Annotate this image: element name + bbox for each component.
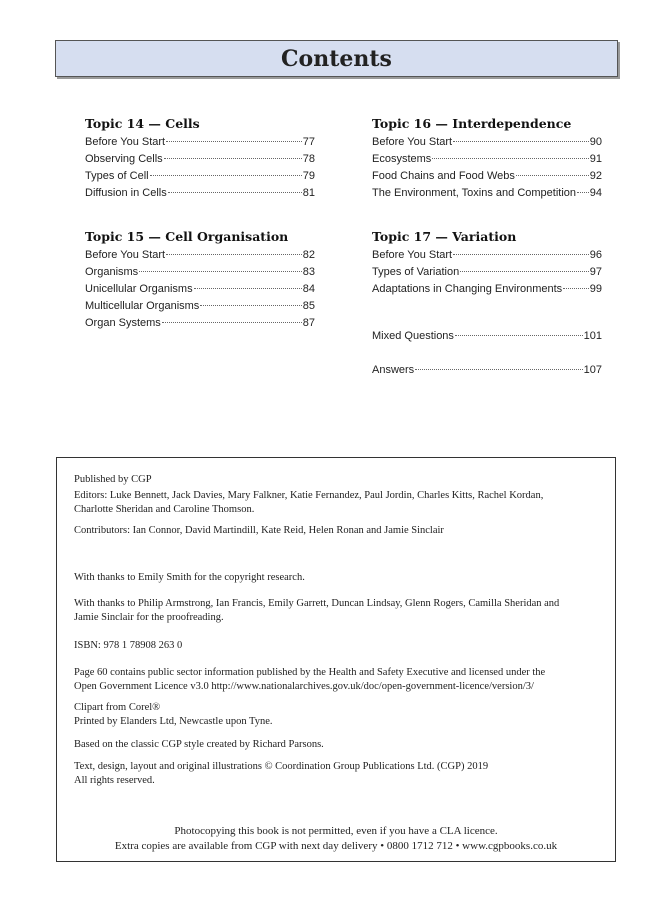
toc-entry[interactable] bbox=[372, 281, 602, 298]
entry-label: Observing Cells bbox=[85, 153, 163, 165]
entry-page: 97 bbox=[589, 266, 602, 278]
dot-leader bbox=[460, 271, 589, 272]
entry-page: 107 bbox=[583, 364, 602, 376]
published-by: Published by CGP bbox=[74, 474, 152, 485]
entry-label: Adaptations in Changing Environments bbox=[372, 283, 563, 295]
dot-leader bbox=[432, 158, 588, 159]
entry-page: 94 bbox=[589, 187, 602, 199]
dot-leader bbox=[166, 141, 302, 142]
editors-line-2: Charlotte Sheridan and Caroline Thomson. bbox=[74, 504, 255, 515]
entry-label: Food Chains and Food Webs bbox=[372, 170, 515, 182]
mixed-questions-section bbox=[372, 328, 602, 345]
toc-entry[interactable] bbox=[372, 185, 602, 202]
topic-15-section bbox=[85, 229, 315, 332]
topic-16-section bbox=[372, 116, 602, 202]
entry-page: 101 bbox=[583, 330, 602, 342]
toc-entry[interactable] bbox=[372, 328, 602, 345]
topic-heading: Topic 16 — Interdependence bbox=[372, 116, 572, 131]
dot-leader bbox=[166, 254, 302, 255]
entry-page: 99 bbox=[589, 283, 602, 295]
toc-entry[interactable] bbox=[372, 151, 602, 168]
dot-leader bbox=[455, 335, 583, 336]
entry-page: 81 bbox=[302, 187, 315, 199]
contributors: Contributors: Ian Connor, David Martindill, Kate Reid, Helen Ronan and Jamie Sinclair bbox=[74, 525, 444, 536]
toc-entry[interactable] bbox=[372, 362, 602, 379]
topic-14-section bbox=[85, 116, 315, 202]
entry-page: 84 bbox=[302, 283, 315, 295]
entry-label: Organisms bbox=[85, 266, 139, 278]
entry-page: 85 bbox=[302, 300, 315, 312]
dot-leader bbox=[162, 322, 302, 323]
toc-entry[interactable] bbox=[85, 298, 315, 315]
isbn: ISBN: 978 1 78908 263 0 bbox=[74, 640, 183, 651]
entry-page: 83 bbox=[302, 266, 315, 278]
dot-leader bbox=[194, 288, 302, 289]
toc-entry[interactable] bbox=[85, 185, 315, 202]
topic-heading: Topic 15 — Cell Organisation bbox=[85, 229, 289, 244]
dot-leader bbox=[577, 192, 589, 193]
topic-heading: Topic 17 — Variation bbox=[372, 229, 517, 244]
toc-entry[interactable] bbox=[85, 151, 315, 168]
dot-leader bbox=[200, 305, 301, 306]
topic-heading: Topic 14 — Cells bbox=[85, 116, 200, 131]
toc-entry[interactable] bbox=[372, 264, 602, 281]
page60-line-1: Page 60 contains public sector information published by the Health and Safety Executive and licensed under the bbox=[74, 667, 546, 678]
page-title: Contents bbox=[281, 45, 392, 72]
extra-copies-notice: Extra copies are available from CGP with next day delivery • 0800 1712 712 • www.cgpbooks.co.uk bbox=[114, 840, 558, 852]
entry-page: 87 bbox=[302, 317, 315, 329]
toc-entry[interactable] bbox=[372, 168, 602, 185]
entry-label: Organ Systems bbox=[85, 317, 161, 329]
dot-leader bbox=[139, 271, 302, 272]
answers-section bbox=[372, 362, 602, 379]
entry-label: Diffusion in Cells bbox=[85, 187, 167, 199]
toc-entry[interactable] bbox=[85, 264, 315, 281]
copyright-line-1: Text, design, layout and original illustrations © Coordination Group Publications Ltd. (CGP) 2019 bbox=[74, 761, 489, 772]
entry-label: Before You Start bbox=[85, 249, 166, 261]
entry-label: Answers bbox=[372, 364, 415, 376]
entry-label: Types of Variation bbox=[372, 266, 460, 278]
toc-entry[interactable] bbox=[85, 168, 315, 185]
photocopy-notice: Photocopying this book is not permitted, even if you have a CLA licence. bbox=[174, 825, 498, 837]
entry-page: 91 bbox=[589, 153, 602, 165]
entry-label: Types of Cell bbox=[85, 170, 149, 182]
toc-entry[interactable] bbox=[85, 247, 315, 264]
thanks-proofreading-2: Jamie Sinclair for the proofreading. bbox=[74, 612, 224, 623]
entry-page: 92 bbox=[589, 170, 602, 182]
contents-title-banner bbox=[55, 40, 618, 77]
dot-leader bbox=[453, 141, 589, 142]
thanks-proofreading-1: With thanks to Philip Armstrong, Ian Francis, Emily Garrett, Duncan Lindsay, Glenn Rogers, Camilla Sheridan and bbox=[74, 598, 560, 609]
entry-label: The Environment, Toxins and Competition bbox=[372, 187, 577, 199]
based-on: Based on the classic CGP style created by Richard Parsons. bbox=[74, 739, 324, 750]
toc-entry[interactable] bbox=[85, 315, 315, 332]
entry-label: Before You Start bbox=[85, 136, 166, 148]
clipart: Clipart from Corel® bbox=[74, 702, 161, 713]
dot-leader bbox=[150, 175, 302, 176]
entry-label: Unicellular Organisms bbox=[85, 283, 193, 295]
entry-label: Before You Start bbox=[372, 136, 453, 148]
topic-17-section bbox=[372, 229, 602, 298]
page60-line-2: Open Government Licence v3.0 http://www.nationalarchives.gov.uk/doc/open-government-licence/version/3/ bbox=[74, 681, 534, 692]
entry-page: 78 bbox=[302, 153, 315, 165]
thanks-copyright: With thanks to Emily Smith for the copyright research. bbox=[74, 572, 305, 583]
entry-label: Ecosystems bbox=[372, 153, 432, 165]
editors-line-1: Editors: Luke Bennett, Jack Davies, Mary Falkner, Katie Fernandez, Paul Jordin, Charles Kitts, Rachel Kordan, bbox=[74, 490, 544, 501]
dot-leader bbox=[516, 175, 589, 176]
toc-entry[interactable] bbox=[372, 247, 602, 264]
dot-leader bbox=[453, 254, 589, 255]
entry-page: 82 bbox=[302, 249, 315, 261]
entry-label: Before You Start bbox=[372, 249, 453, 261]
dot-leader bbox=[563, 288, 589, 289]
toc-entry[interactable] bbox=[85, 281, 315, 298]
entry-label: Multicellular Organisms bbox=[85, 300, 200, 312]
toc-entry[interactable] bbox=[372, 134, 602, 151]
entry-page: 96 bbox=[589, 249, 602, 261]
publisher-info-box bbox=[56, 457, 616, 862]
entry-label: Mixed Questions bbox=[372, 330, 454, 342]
entry-page: 77 bbox=[302, 136, 315, 148]
entry-page: 79 bbox=[302, 170, 315, 182]
toc-entry[interactable] bbox=[85, 134, 315, 151]
dot-leader bbox=[168, 192, 302, 193]
copyright-line-2: All rights reserved. bbox=[74, 775, 155, 786]
printed-by: Printed by Elanders Ltd, Newcastle upon Tyne. bbox=[74, 716, 273, 727]
entry-page: 90 bbox=[589, 136, 602, 148]
dot-leader bbox=[164, 158, 302, 159]
dot-leader bbox=[415, 369, 582, 370]
